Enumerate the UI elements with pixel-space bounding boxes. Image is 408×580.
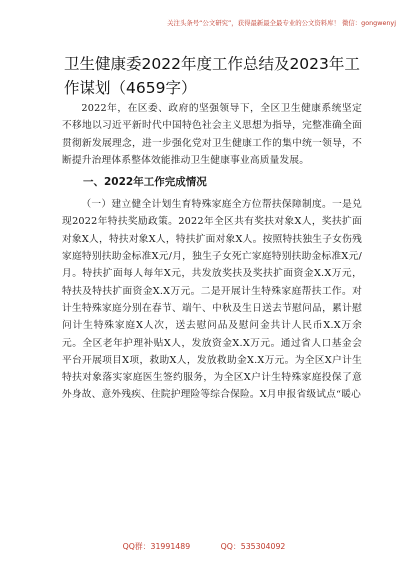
footer-contact (0, 541, 408, 552)
section-paragraph: （一）建立健全计划生育特殊家庭全方位帮扶保障制度。一是兑现2022年特扶奖励政策。2022年全区共有奖扶对象X人，奖扶扩面对象X人，特扶对象X人，特扶扩面对象X人。按照特扶独生子女伤残家庭特别扶助金标准X元/月，独生子女死亡家庭特别扶助金标准X元/月。特扶扩面每人每年X元，共发放奖扶及奖扶扩面资金X.X万元，特扶及特扶扩面资金X.X万元。二是开展计生特殊家庭帮扶工作。对计生特殊家庭分别在春节、端午、中秋及生日送去节慰问品，累计慰问计生特殊家庭X人次，送去慰问品及慰问金共计人民币X.X万余元。全区老年护理补贴X人，发放资金X.X万元。通过省人口基金会平台开展项目X项，救助X人，发放救助金X.X万元。为全区X户计生特扶对象落实家庭医生签约服务，为全区X户计生特殊家庭投保了意外身故、意外残疾、住院护理险等综合保险。X月申报省级试点“暖心 (62, 199, 362, 401)
intro-paragraph: 2022年，在区委、政府的坚强领导下，全区卫生健康系统坚定不移地以习近平新时代中国特色社会主义思想为指导，完整准确全面贯彻新发展理念，进一步强化党对卫生健康工作的集中统一领导，不断提升治理体系整体效能推动卫生健康事业高质量发展。 (62, 103, 362, 166)
document-body (62, 100, 362, 409)
document-title: 卫生健康委2022年度工作总结及2023年工作谋划（4659字） (64, 55, 360, 97)
promo-banner: 关注头条号“公文研究”，获得最新最全最专业的公文资料库！ 微信：gongwenyj (167, 19, 396, 27)
qq-contact-text: QQ：535304092 (220, 542, 286, 551)
qq-group-text: QQ群：31991489 (122, 542, 191, 551)
section-heading: 一、2022年工作完成情况 (83, 176, 207, 189)
